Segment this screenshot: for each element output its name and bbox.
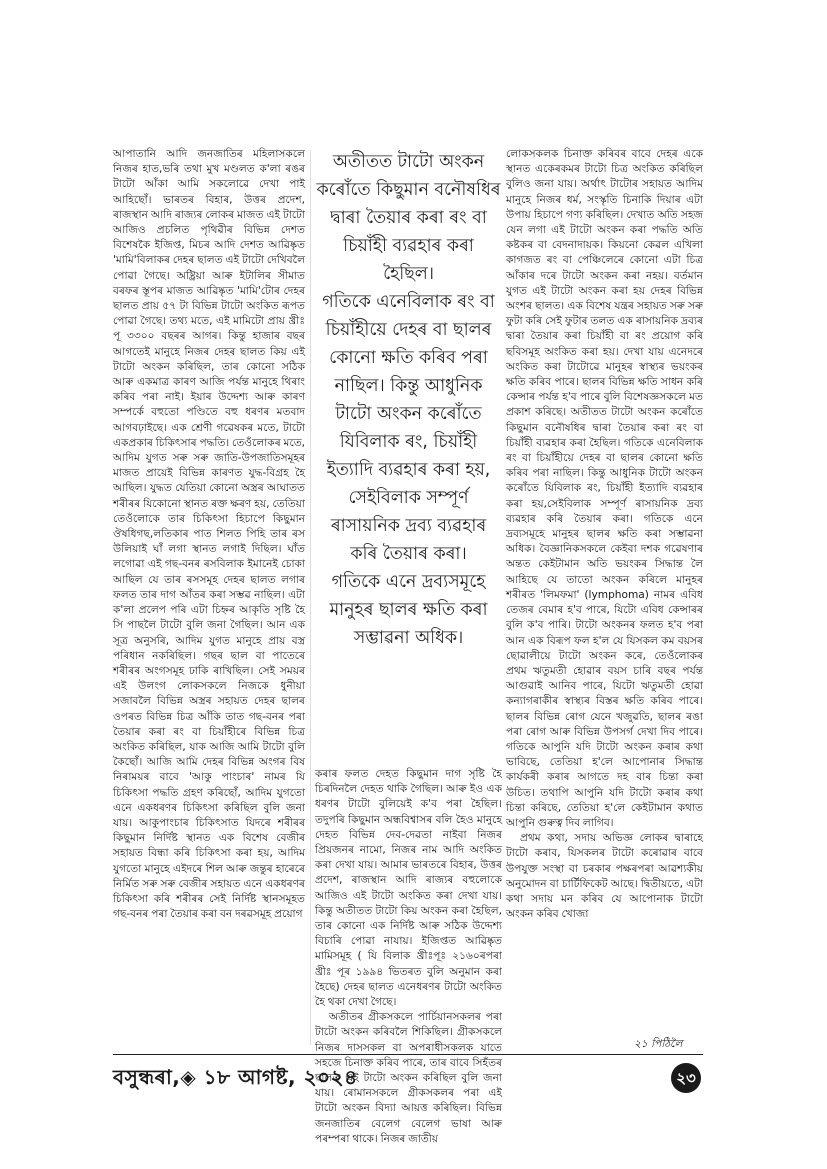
column-divider [310, 150, 311, 1045]
footer-rule [113, 1054, 703, 1055]
article-column-right [506, 147, 703, 922]
footer-masthead: বসুন্ধৰা,◈ ১৮ আগষ্ট, ২০২৪ [113, 1065, 358, 1089]
paragraph: লোকসকলক চিনাক্ত কৰিবৰ বাবে দেহৰ একে স্থানত একেৰকমৰ টাটো চিত্ৰ অংকিত কৰিছিল বুলিও জনা যায়। অৰ্থাৎ টাটোৰ সহায়ত আদিম মানুহে নিজৰ ধৰ্ম, সংস্কৃতি চিনাকি দিয়াৰ এটা উপায় হিচাপে গণ্য কৰিছিল। দেখাত অতি সহজ যেন লগা এই টাটো অংকন কৰা পদ্ধতি অতি কষ্টকৰ বা বেদনাদায়ক। কিয়নো কেৱল এখিলা কাগজত ৰং বা পেঞ্চিলেৰে কোনো এটা চিত্ৰ আঁকাৰ দৰে টাটো অংকন কৰা নহয়। বৰ্তমান যুগত এই টাটো অংকন কৰা হয় দেহৰ বিভিন্ন অংশৰ ছালত। এক বিশেষ যন্ত্ৰৰ সহায়ত সৰু সৰু ফুটা কৰি সেই ফুটাৰ তলত এক ৰাসায়নিক দ্ৰব্যৰ দ্বাৰা তৈয়াৰ কৰা চিয়াঁহী বা ৰং প্ৰয়োগ কৰি ছবিসমূহ অংকিত কৰা হয়। দেখা যায় এনেদৰে অংকিত কৰা টাটোৱে মানুহৰ স্বাস্থ্যৰ ভয়ংকৰ ক্ষতি কৰিব পাৰে। ছালৰ বিভিন্ন ক্ষতি সাধন কৰি কেন্সাৰ পৰ্যন্ত হ'ব পাৰে বুলি বিশেষজ্ঞসকলে মত প্ৰকাশ কৰিছে। অতীতত টাটো অংকন কৰোঁতে কিছুমান বনৌষধিৰ দ্বাৰা তৈয়াৰ কৰা ৰং বা চিয়াঁহী ব্যৱহাৰ কৰা হৈছিল। গতিকে এনেবিলাক ৰং বা চিয়াঁহীয়ে দেহৰ বা ছালৰ কোনো ক্ষতি কৰিব পৰা নাছিল। কিন্তু আধুনিক টাটো অংকন কৰোঁতে যিবিলাক ৰং, চিয়াঁহী ইত্যাদি ব্যৱহাৰ কৰা হয়,সেইবিলাক সম্পূৰ্ণ ৰাসায়নিক দ্ৰব্য ব্যৱহাৰ কৰি তৈয়াৰ কৰা। গতিকে এনে দ্ৰব্যসমূহে মানুহৰ ছালৰ ক্ষতি কৰা সম্ভাৱনা অধিক। বৈজ্ঞানিকসকলে কেইবা দশক গৱেষণাৰ অন্তত কেইটামান অতি ভয়ংকৰ সিদ্ধান্ত লৈ আহিছে যে তাতো অংকন কৰিলে মানুহৰ শৰীৰত 'লিমফমা' (lymphoma) নামৰ এবিধ তেজৰ বেমাৰ হ'ব পাৰে, যিটো এবিধ কেন্সাৰৰ বুলি ক'ব পাৰি। টাটো অংকনৰ ফলত হ'ব পৰা আন এক বিৰূপ ফল হ'ল যে যিসকল কম বয়সৰ ছোৱালীয়ে টাটো অংকন কৰে, তেওঁলোকৰ প্ৰথম ঋতুমতী হোৱাৰ বয়স চাৰি বছৰ পৰ্যন্ত আগুৱাই আনিব পাৰে, যিটো ঋতুমতী হোৱা কন্যাগৰাকীৰ স্বাস্থ্যৰ বিস্তৰ ক্ষতি কৰিব পাৰে। ছালৰ বিভিন্ন ৰোগ যেনে খজুৱতি, ছালৰ ৰঙা পৰা ৰোগ আৰু বিভিন্ন উপসৰ্গ দেখা দিব পাৰে। গতিকে আপুনি যদি টাটো অংকন কৰাৰ কথা ভাবিছে, তেতিয়া হ'লে আপোনাৰ সিদ্ধান্ত কাৰ্যকৰী কৰাৰ আগতে দহ বাৰ চিন্তা কৰা উচিত। তথাপি আপুনি যদি টাটো কৰাৰ কথা চিন্তা কৰিছে, তেতিয়া হ'লে কেইটামান কথাত আপুনি গুৰুত্ব দিব লাগিব। [506, 148, 703, 829]
article-column-left [113, 147, 305, 922]
continued-note: ২১ পিঠিলৈ [634, 1038, 683, 1050]
pull-quote-line: গতিকে এনেবিলাক ৰং বা চিয়াঁহীয়ে দেহৰ বা ছালৰ কোনো ক্ষতি কৰিব পৰা নাছিল। কিন্তু আধুনিক টাটো অংকন কৰোঁতে যিবিলাক ৰং, চিয়াঁহী ইত্যাদি ব্যৱহাৰ কৰা হয়, সেইবিলাক সম্পূৰ্ণ ৰাসায়নিক দ্ৰব্য ব্যৱহাৰ কৰি তৈয়াৰ কৰা। [322, 292, 495, 564]
pull-quote-line: অতীতত টাটো অংকন কৰোঁতে কিছুমান বনৌষধিৰ দ্বাৰা তৈয়াৰ কৰা ৰং বা চিয়াঁহী ব্যৱহাৰ কৰা হৈছিল। [316, 152, 501, 284]
page-number: ২৩ [671, 1063, 701, 1093]
pull-quote [315, 148, 502, 652]
paragraph: অতীতৰ গ্ৰীকসকলে পাৰ্চিয়ানসকলৰ পৰা টাটো অংকন কৰিবলৈ শিকিছিল। গ্ৰীকসকলে নিজৰ দাসসকল বা অপৰাধীসকলক যাতে সহজে চিনাক্ত কৰিব পাৰে, তাৰ বাবে সিহঁতৰ ছালত এই টাটো অংকন কৰিছিল বুলি জনা যায়। ৰোমানসকলে গ্ৰীকসকলৰ পৰা এই টাটো অংকন বিদ্যা আয়ত্ত কৰিছিল। বিভিন্ন জনজাতিৰ বেলেগ বেলেগ ভাষা আৰু পৰম্পৰা থাকে। নিজৰ জাতীয় [315, 1011, 502, 1145]
paragraph: প্ৰথম কথা, সদায় অভিজ্ঞ লোকৰ দ্বাৰাহে টাটো কৰাব, যিসকলৰ টাটো কৰোৱাৰ বাবে উপযুক্ত সংস্থা বা চৰকাৰ পক্ষৰপৰা আৱশ্যকীয় অনুমোদন বা চাৰ্টিফিকেট আছে। দ্বিতীয়তে, এটা কথা সদায় মন কৰিব যে আপোনাক টাটো অংকন কৰিব খোজা [506, 832, 703, 921]
paragraph: আপাতানি আদি জনজাতিৰ মহিলাসকলে নিজৰ হাত,ভৰি তথা মুখ মণ্ডলত ক'লা ৰঙৰ টাটো আঁকা আমি সকলোৱে দেখা পাই আহিছোঁ। ভাৰতৰ বিহাৰ, উত্তৰ প্ৰদেশ, ৰাজস্থান আদি ৰাজ্যৰ লোকৰ মাজত এই টাটো আজিও প্ৰচলিত পৃথিৱীৰ বিভিন্ন দেশত বিশেষকৈ ইজিপ্ত, মিচৰ আদি দেশত আৱিষ্কৃত 'মামি'বিলাকৰ দেহৰ ছালত এই টাটো দেখিবলৈ পোৱা গৈছে। অষ্ট্ৰিয়া আৰু ইটালিৰ সীমাত বৰফৰ স্তূপৰ মাজত আৱিষ্কৃত 'মামি'টোৰ দেহৰ ছালত প্ৰায় ৫৭ টা বিভিন্ন টাটো অংকিত ৰূপত পোৱা গৈছে। তথ্য মতে, এই মামিটো প্ৰায় খ্ৰীঃ পূ ৩৩০০ বছৰৰ আগৰ। কিন্তু হাজাৰ বছৰ আগতেই মানুহে নিজৰ দেহৰ ছালত কিয় এই টাটো অংকন কৰিছিল, তাৰ কোনো সঠিক আৰু একমাত্ৰ কাৰণ আজি পৰ্যন্ত মানুহে থিৰাং কৰিব পৰা নাই। ইয়াৰ উদ্দেশ্য আৰু কাৰণ সম্পৰ্কে বহুতো পণ্ডিতে বহু ধৰণৰ মতবাদ আগবঢ়াইছে। এক শ্ৰেণী গৱেষকৰ মতে, টাটো একপ্ৰকাৰ চিকিৎসাৰ পদ্ধতি। তেওঁলোকৰ মতে, আদিম যুগত সৰু সৰু জাতি-উপজাতিসমূহৰ মাজত প্ৰায়েই বিভিন্ন কাৰণত যুদ্ধ-বিগ্ৰহ হৈ আছিল। যুদ্ধত যেতিয়া কোনো অস্ত্ৰৰ আঘাতত শৰীৰৰ যিকোনো স্থানত ৰক্ত ক্ষৰণ হয়, তেতিয়া তেওঁলোকে তাৰ চিকিৎসা হিচাপে কিছুমান ঔষধিগছ,লতিকাৰ পাত শিলত পিহি তাৰ ৰস উলিয়াই ঘাঁ লগা স্থানত লগাই দিছিল। ঘাঁত লগোৱা এই গছ-বনৰ ৰসবিলাক ইমানেই চোকা আছিল যে তাৰ ৰসসমূহ দেহৰ ছালত লগাৰ ফলত তাৰ দাগ আঁতৰ কৰা সম্ভৱ নাছিল। এটা ক'লা প্ৰলেপ পৰি এটা চিহ্নৰ আকৃতি সৃষ্টি হৈ সি পাছলৈ টাটো বুলি জনা গৈছিল। আন এক সূত্ৰ অনুসৰি, আদিম যুগত মানুহে প্ৰায় বস্ত্ৰ পৰিধান নকৰিছিল। গছৰ ছাল বা পাতেৰে শৰীৰৰ অংগসমূহ ঢাকি ৰাখিছিল। সেই সময়ৰ এই উলংগ লোকসকলে নিজকে ধুনীয়া সজাবলৈ বিভিন্ন অস্ত্ৰৰ সহায়ত দেহৰ ছালৰ ওপৰত বিভিন্ন চিত্ৰ আঁকি তাত গছ-বনৰ পৰা তৈয়াৰ কৰা ৰং বা চিয়াঁহীৰে বিভিন্ন চিত্ৰ অংকিত কৰিছিল, যাক আজি আমি টাটো বুলি কৈছোঁ। আজি আমি দেহৰ বিভিন্ন অংগৰ বিষ নিৰাময়ৰ বাবে 'আকু পাংচাৰ' নামৰ যি চিকিৎসা পদ্ধতি গ্ৰহণ কৰিছোঁ, আদিম যুগতো এনে একধৰণৰ চিকিৎসা কৰিছিল বুলি জনা যায়। আকুপাংচাৰ চিকিৎসাত যিদৰে শৰীৰৰ কিছুমান নিৰ্দিষ্ট স্থানত এক বিশেষ বেজীৰ সহায়ত বিন্ধা কৰি চিকিৎসা কৰা হয়, আদিম যুগতো মানুহে এইদৰে শিল আৰু জন্তুৰ হাৰেৰে নিৰ্মিত সৰু সৰু বেজীৰ সহায়ত এনে একধৰণৰ চিকিৎসা কৰি শৰীৰৰ সেই নিৰ্দিষ্ট স্থানসমূহত গছ-বনৰ পৰা তৈয়াৰ কৰা বন দৰৱসমূহ প্ৰয়োগ [113, 148, 306, 921]
pull-quote-line: গতিকে এনে দ্ৰব্যসমূহে মানুহৰ ছালৰ ক্ষতি কৰা সম্ভাৱনা অধিক। [329, 572, 488, 648]
paragraph: কৰাৰ ফলত দেহত কিছুমান দাগ সৃষ্টি হৈ চিৰদিনলৈ দেহত থাকি গৈছিল। আৰু ইও এক ধৰণৰ টাটো বুলিয়েই ক'ব পৰা হৈছিল। তদুপৰি কিছুমান অন্ধবিশ্বাসৰ বলি হৈও মানুহে দেহত বিভিন্ন দেব-দেৱতা নাইবা নিজৰ প্ৰিয়জনৰ নামো, নিজৰ নাম আদি অংকিত কৰা দেখা যায়। আমাৰ ভাৰতৰে বিহাৰ, উত্তৰ প্ৰদেশ, ৰাজস্থান আদি ৰাজ্যৰ বহুলোকে আজিও এই টাটো অংকিত কৰা দেখা যায়। কিন্তু অতীতত টাটো কিয় অংকন কৰা হৈছিল, তাৰ কোনো এক নিৰ্দিষ্ট আৰু সঠিক উদ্দেশ্য বিচাৰি পোৱা নাযায়। ইজিপ্তত আৱিষ্কৃত মামিসমূহ ( যি বিলাক খ্ৰীঃপূঃ ২১৬০ৰপৰা খ্ৰীঃ পূৰ ১৯৯৪ ভিতৰত বুলি অনুমান কৰা হৈছে) দেহৰ ছালত এনেধৰণৰ টাটো অংকিত হৈ থকা দেখা গৈছে। [315, 768, 502, 1009]
